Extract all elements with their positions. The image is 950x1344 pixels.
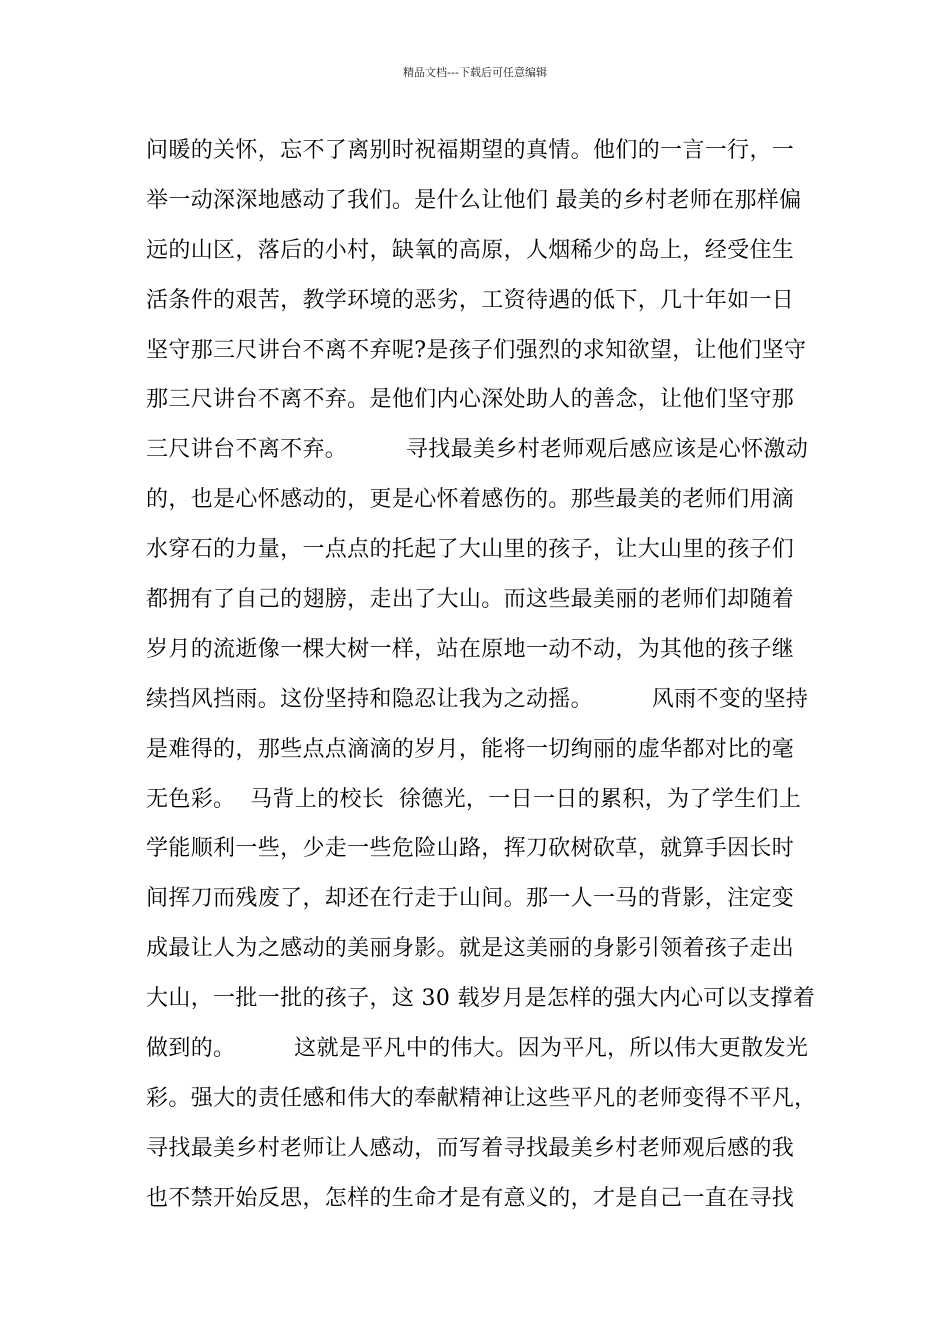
text-line: 是难得的，那些点点滴滴的岁月，能将一切绚丽的虚华都对比的毫 [146, 736, 795, 762]
body-text [146, 126, 826, 1224]
text-line: 学能顺利一些，少走一些危险山路，挥刀砍树砍草，就算手因长时 [146, 836, 795, 862]
text-line: 成最让人为之感动的美丽身影。就是这美丽的身影引领着孩子走出 [146, 936, 795, 962]
text-line: 无色彩。 马背上的校长 徐德光，一日一日的累积，为了学生们上 [146, 786, 802, 812]
text-line: 坚守那三尺讲台不离不弃呢?是孩子们强烈的求知欲望，让他们坚守 [146, 337, 807, 363]
text-line: 三尺讲台不离不弃。 寻找最美乡村老师观后感应该是心怀激动 [146, 437, 809, 463]
text-line: 做到的。 这就是平凡中的伟大。因为平凡，所以伟大更散发光 [146, 1036, 809, 1062]
text-line: 问暖的关怀，忘不了离别时祝福期望的真情。他们的一言一行，一 [146, 138, 795, 163]
text-line: 也不禁开始反思，怎样的生命才是有意义的，才是自己一直在寻找 [146, 1185, 795, 1211]
text-line: 远的山区，落后的小村，缺氧的高原，人烟稀少的岛上，经受住生 [146, 237, 795, 263]
text-line: 那三尺讲台不离不弃。是他们内心深处助人的善念，让他们坚守那 [146, 387, 795, 413]
text-line: 岁月的流逝像一棵大树一样，站在原地一动不动，为其他的孩子继 [146, 636, 795, 662]
text-line: 续挡风挡雨。这份坚持和隐忍让我为之动摇。 风雨不变的坚持 [146, 686, 809, 712]
text-line: 都拥有了自己的翅膀，走出了大山。而这些最美丽的老师们却随着 [146, 587, 795, 613]
text-line: 的，也是心怀感动的，更是心怀着感伤的。那些最美的老师们用滴 [146, 487, 795, 513]
text-line: 彩。强大的责任感和伟大的奉献精神让这些平凡的老师变得不平凡， [146, 1085, 817, 1111]
text-line: 间挥刀而残废了，却还在行走于山间。那一人一马的背影，注定变 [146, 886, 795, 912]
text-line: 水穿石的力量，一点点的托起了大山里的孩子，让大山里的孩子们 [146, 537, 795, 563]
text-line: 大山，一批一批的孩子，这 30 载岁月是怎样的强大内心可以支撑着 [146, 986, 816, 1012]
page-header: 精品文档---下载后可任意编辑 [403, 66, 547, 79]
text-line: 举一动深深地感动了我们。是什么让他们 最美的乡村老师在那样偏 [146, 187, 802, 213]
text-line: 寻找最美乡村老师让人感动，而写着寻找最美乡村老师观后感的我 [146, 1135, 795, 1161]
text-line: 活条件的艰苦，教学环境的恶劣，工资待遇的低下，几十年如一日 [146, 287, 795, 313]
